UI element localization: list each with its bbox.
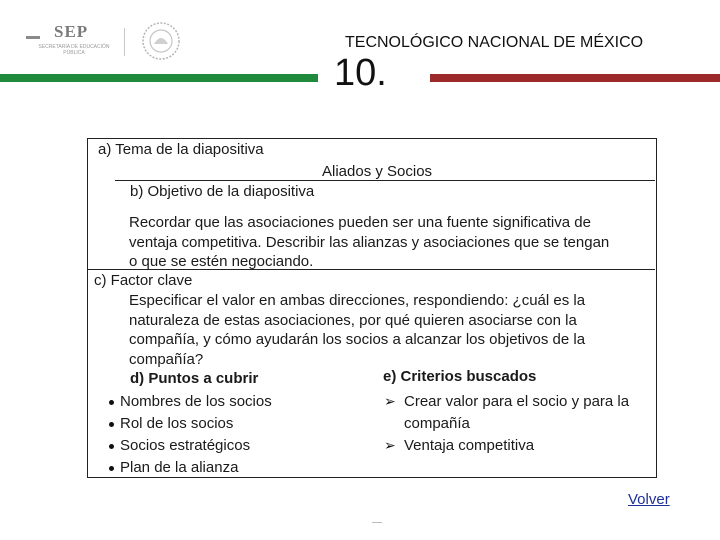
bullet-icon [109,400,114,405]
logo-divider [124,28,125,56]
criterios-label: e) Criterios buscados [383,368,537,385]
back-link[interactable]: Volver [628,491,670,508]
red-header-bar [430,74,720,82]
objetivo-line: ventaja competitiva. Describir las alianzas y asociaciones que se tengan [129,233,610,251]
objetivo-line: Recordar que las asociaciones pueden ser una fuente significativa de [129,214,591,231]
slide-number: 10. [334,52,387,94]
organization-title: TECNOLÓGICO NACIONAL DE MÉXICO [345,34,644,51]
sep-logo-text: SEP [54,22,89,41]
table-divider [115,180,655,181]
bullet-icon [109,444,114,449]
list-item: Rol de los socios [120,415,234,432]
list-item: Crear valor para el socio y para la [404,393,630,410]
list-item: Plan de la alianza [120,459,239,476]
factor-line: naturaleza de estas asociaciones, por qué quieren asociarse con la [129,311,577,329]
puntos-label: d) Puntos a cubrir [130,370,259,387]
objetivo-label: b) Objetivo de la diapositiva [130,183,315,200]
sep-subtitle: SECRETARÍA DE EDUCACIÓN PÚBLICA [38,44,110,56]
arrow-bullet-icon: ➢ [384,437,396,453]
list-item: Socios estratégicos [120,437,251,454]
bullet-icon [109,422,114,427]
tema-value: Aliados y Socios [322,163,433,180]
factor-label: c) Factor clave [94,272,193,289]
factor-text [129,291,585,369]
objetivo-line: o que se estén negociando. [129,253,314,270]
bullet-icon [109,466,114,471]
footer-mark [372,522,382,523]
list-item: compañía [404,415,470,432]
factor-line: compañía? [129,350,204,368]
factor-line: compañía, y cómo ayudarán los socios a alcanzar los objetivos de la [129,331,586,348]
list-item: Nombres de los socios [120,393,272,410]
tema-label: a) Tema de la diapositiva [98,141,264,158]
mexico-seal-icon [136,20,186,62]
list-item: Ventaja competitiva [404,437,535,454]
objetivo-text [129,213,609,272]
green-header-bar [0,74,318,82]
factor-line: Especificar el valor en ambas direcciones, respondiendo: ¿cuál es la [129,292,586,309]
arrow-bullet-icon: ➢ [384,393,396,409]
